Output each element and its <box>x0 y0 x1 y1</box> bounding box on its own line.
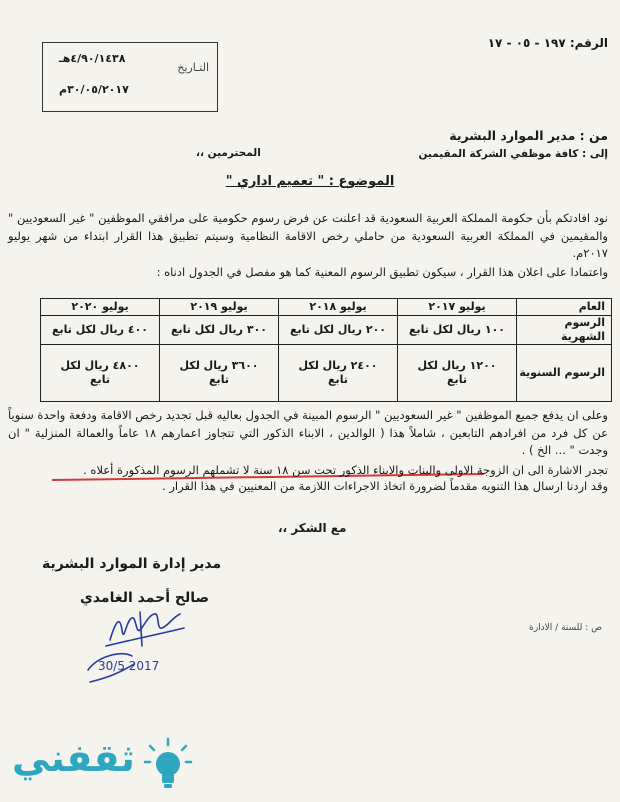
thanks-line: مع الشكر ،، <box>278 521 347 535</box>
date-hijri: ٤/٩٠/١٤٣٨هـ <box>59 52 126 65</box>
paragraph-intro: نود افادتكم بأن حكومة المملكة العربية السعودية قد اعلنت عن فرض رسوم حكومية على مرافقي الموظفين " غير السعوديين " والمقيمين في المملكة العربية السعودية من حاملي رخص الاقامة النظامية وسيتم تطبيق هذا القرار ابتداء من شهر يوليو ٢٠١٧م. <box>8 211 608 260</box>
table-cell <box>279 345 398 402</box>
date-gregorian: ٣٠/٠٥/٢٠١٧م <box>59 83 129 96</box>
table-row-monthly <box>41 316 612 345</box>
table-cell: ٣٠٠ ريال لكل تابع <box>160 316 279 345</box>
cc-line: ص : للسنة / الادارة <box>529 623 602 633</box>
table-cell: ١٠٠ ريال لكل تابع <box>398 316 517 345</box>
table-row-header <box>41 299 612 316</box>
salutation: المحترمين ،، <box>196 147 261 159</box>
table-cell <box>398 345 517 402</box>
paragraph-payment: وعلى ان يدفع جميع الموظفين " غير السعوديين " الرسوم المبينة في الجدول بعاليه قبل تجديد رخص الاقامة ودفعة واحدة سنوياً عن كل فرد من افرادهم التابعين ، شاملاً هذا ( الوالدين ، الابناء الذكور التي تتجاوز اعمارهم ١٨ عاماً والعمالة المنزلية " ان وجدت " ... الخ ) . <box>8 408 608 457</box>
to-line: إلى : كافة موظفي الشركة المقيمين <box>418 148 608 160</box>
fees-table <box>40 298 612 402</box>
signature-date: 30/5 2017 <box>98 659 160 673</box>
table-cell <box>41 345 160 402</box>
table-cell <box>160 345 279 402</box>
table-cell: يوليو ٢٠١٧ <box>398 299 517 316</box>
table-cell: ٢٠٠ ريال لكل تابع <box>279 316 398 345</box>
table-cell: الرسوم الشهرية <box>517 316 612 345</box>
signatory-title: مدير إدارة الموارد البشرية <box>42 556 222 572</box>
from-line: من : مدير الموارد البشرية <box>449 128 608 143</box>
table-cell-text: ١٢٠٠ ريال لكل تابع <box>417 359 497 386</box>
reference-number: الرقم: ١٩٧ - ٠٥ - ١٧ <box>487 36 608 50</box>
signatory-name: صالح أحمد الغامدي <box>80 590 210 606</box>
date-label: التـاريخ <box>177 61 209 74</box>
table-cell-text: ٢٤٠٠ ريال لكل تابع <box>298 359 378 386</box>
subject-line: الموضوع : " تعميم اداري " <box>225 174 395 189</box>
table-cell: يوليو ٢٠١٩ <box>160 299 279 316</box>
handwritten-signature <box>70 600 190 696</box>
watermark-logo-text: ثقفني <box>12 736 135 780</box>
table-cell: يوليو ٢٠٢٠ <box>41 299 160 316</box>
table-cell: يوليو ٢٠١٨ <box>279 299 398 316</box>
table-cell-text: ٤٨٠٠ ريال لكل تابع <box>60 359 140 386</box>
date-box <box>42 42 218 112</box>
lightbulb-icon <box>142 736 194 792</box>
table-cell-text: ٣٦٠٠ ريال لكل تابع <box>179 359 259 386</box>
table-cell: ٤٠٠ ريال لكل تابع <box>41 316 160 345</box>
paragraph-exemption: تجدر الاشارة الى ان الزوجة الاولى والبنات والابناء الذكور تحت سن ١٨ سنة لا تشملهم الرسوم المذكورة أعلاه . <box>83 463 608 477</box>
table-cell: الرسوم السنوية <box>517 345 612 402</box>
paragraph-table-intro: واعتمادا على اعلان هذا القرار ، سيكون تطبيق الرسوم المعنية كما هو مفصل في الجدول ادناه : <box>156 265 608 279</box>
table-row-annual <box>41 345 612 402</box>
table-cell: العام <box>517 299 612 316</box>
paragraph-closing: وقد اردنا ارسال هذا التنويه مقدماً لضرورة اتخاذ الاجراءات اللازمة من المعنيين في هذا القرار . <box>162 479 608 493</box>
